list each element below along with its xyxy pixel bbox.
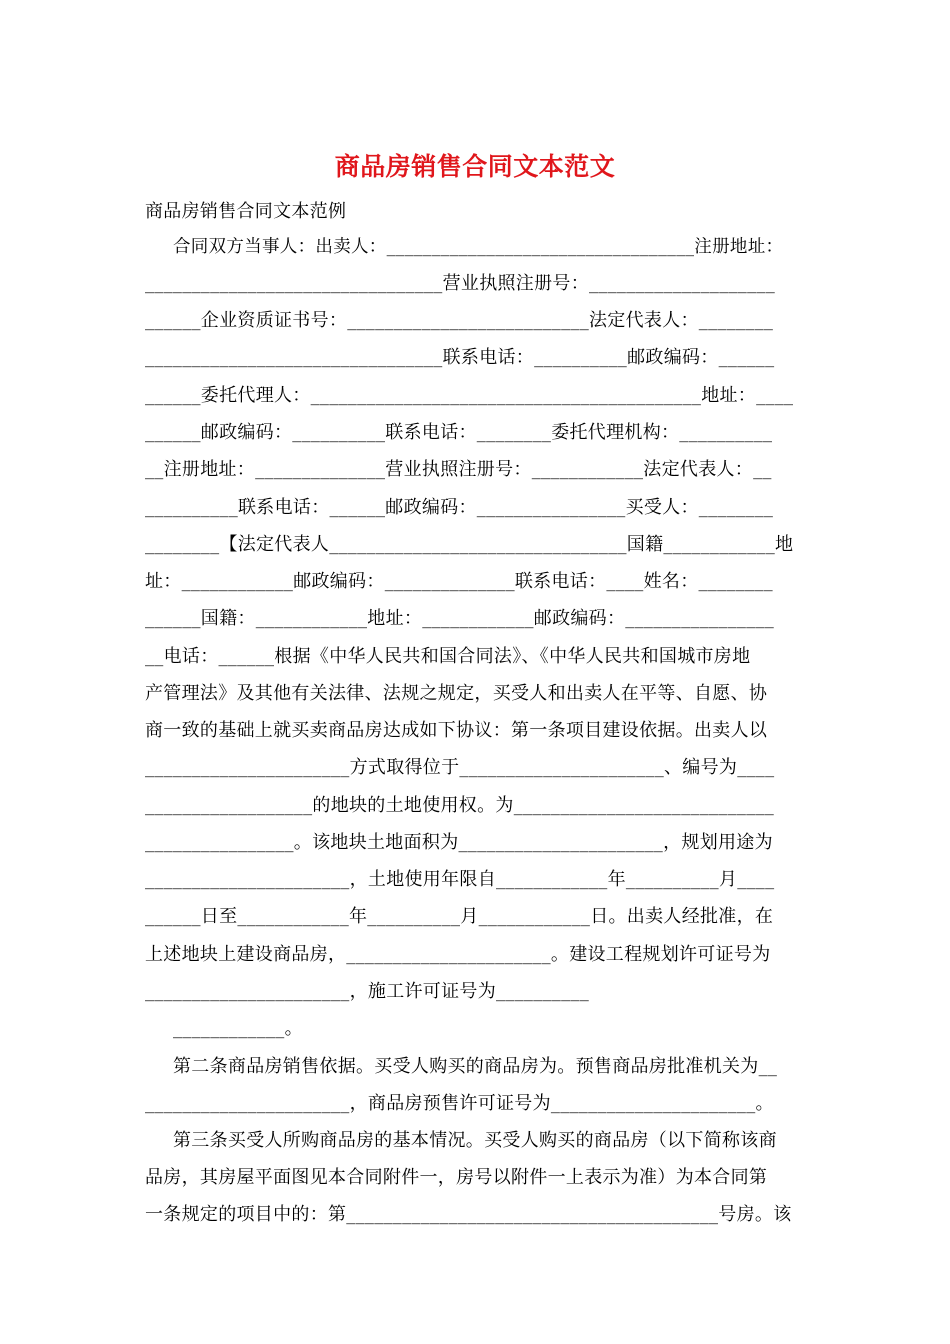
text-line: 品房，其房屋平面图见本合同附件一，房号以附件一上表示为准）为本合同第 — [145, 1167, 768, 1188]
text-line: __电话：______根据《中华人民共和国合同法》、《中华人民共和国城市房地 — [145, 646, 751, 667]
text-line: ______国籍：____________地址：____________邮政编码：________________ — [145, 608, 775, 629]
text-line: 产管理法》及其他有关法律、法规之规定，买受人和出卖人在平等、自愿、协 — [145, 683, 768, 704]
text-line: ______________________，土地使用年限自____________年__________月____ — [145, 869, 775, 890]
text-line: ____________。 — [173, 1018, 303, 1039]
document-title: 商品房销售合同文本范文 — [334, 152, 616, 181]
text-line: __注册地址：______________营业执照注册号：____________法定代表人：__ — [145, 459, 772, 480]
text-line: ______委托代理人：__________________________________________地址：____ — [145, 385, 794, 406]
text-line: ______邮政编码：__________联系电话：________委托代理机构：__________ — [145, 422, 773, 443]
text-line: 合同双方当事人：出卖人：__________________________________注册地址： — [173, 237, 784, 257]
text-line: __________________的地块的土地使用权。为____________________________ — [145, 795, 775, 816]
document-subtitle: 商品房销售合同文本范例 — [145, 201, 347, 222]
text-line: __________联系电话：______邮政编码：________________买受人：________ — [145, 497, 774, 518]
text-line: ________________。该地块土地面积为______________________，规划用途为 — [145, 832, 773, 853]
text-line: ______________________方式取得位于______________________、编号为____ — [145, 757, 775, 778]
text-line: 第三条买受人所购商品房的基本情况。买受人购买的商品房（以下简称该商 — [173, 1130, 777, 1151]
text-line: 上述地块上建设商品房，______________________。建设工程规划许可证号为 — [145, 944, 771, 965]
text-line: ________________________________联系电话：__________邮政编码：______ — [145, 347, 775, 368]
text-line: ________________________________营业执照注册号：____________________ — [145, 273, 775, 294]
text-line: ______日至____________年__________月____________日。出卖人经批准，在 — [145, 906, 774, 927]
text-line: 一条规定的项目中的：第________________________________________号房。该 — [145, 1204, 792, 1225]
text-line: ________【法定代表人________________________________国籍____________地 — [145, 534, 794, 555]
text-line: 第二条商品房销售依据。买受人购买的商品房为。预售商品房批准机关为__ — [173, 1056, 778, 1077]
text-line: 址：____________邮政编码：______________联系电话：____姓名：________ — [145, 571, 773, 592]
text-line: ______________________，施工许可证号为__________ — [145, 981, 589, 1002]
text-line: ______企业资质证书号：__________________________法定代表人：________ — [145, 310, 774, 331]
text-line: ______________________，商品房预售许可证号为______________________。 — [145, 1093, 774, 1114]
text-line: 商一致的基础上就买卖商品房达成如下协议：第一条项目建设依据。出卖人以 — [145, 720, 768, 741]
